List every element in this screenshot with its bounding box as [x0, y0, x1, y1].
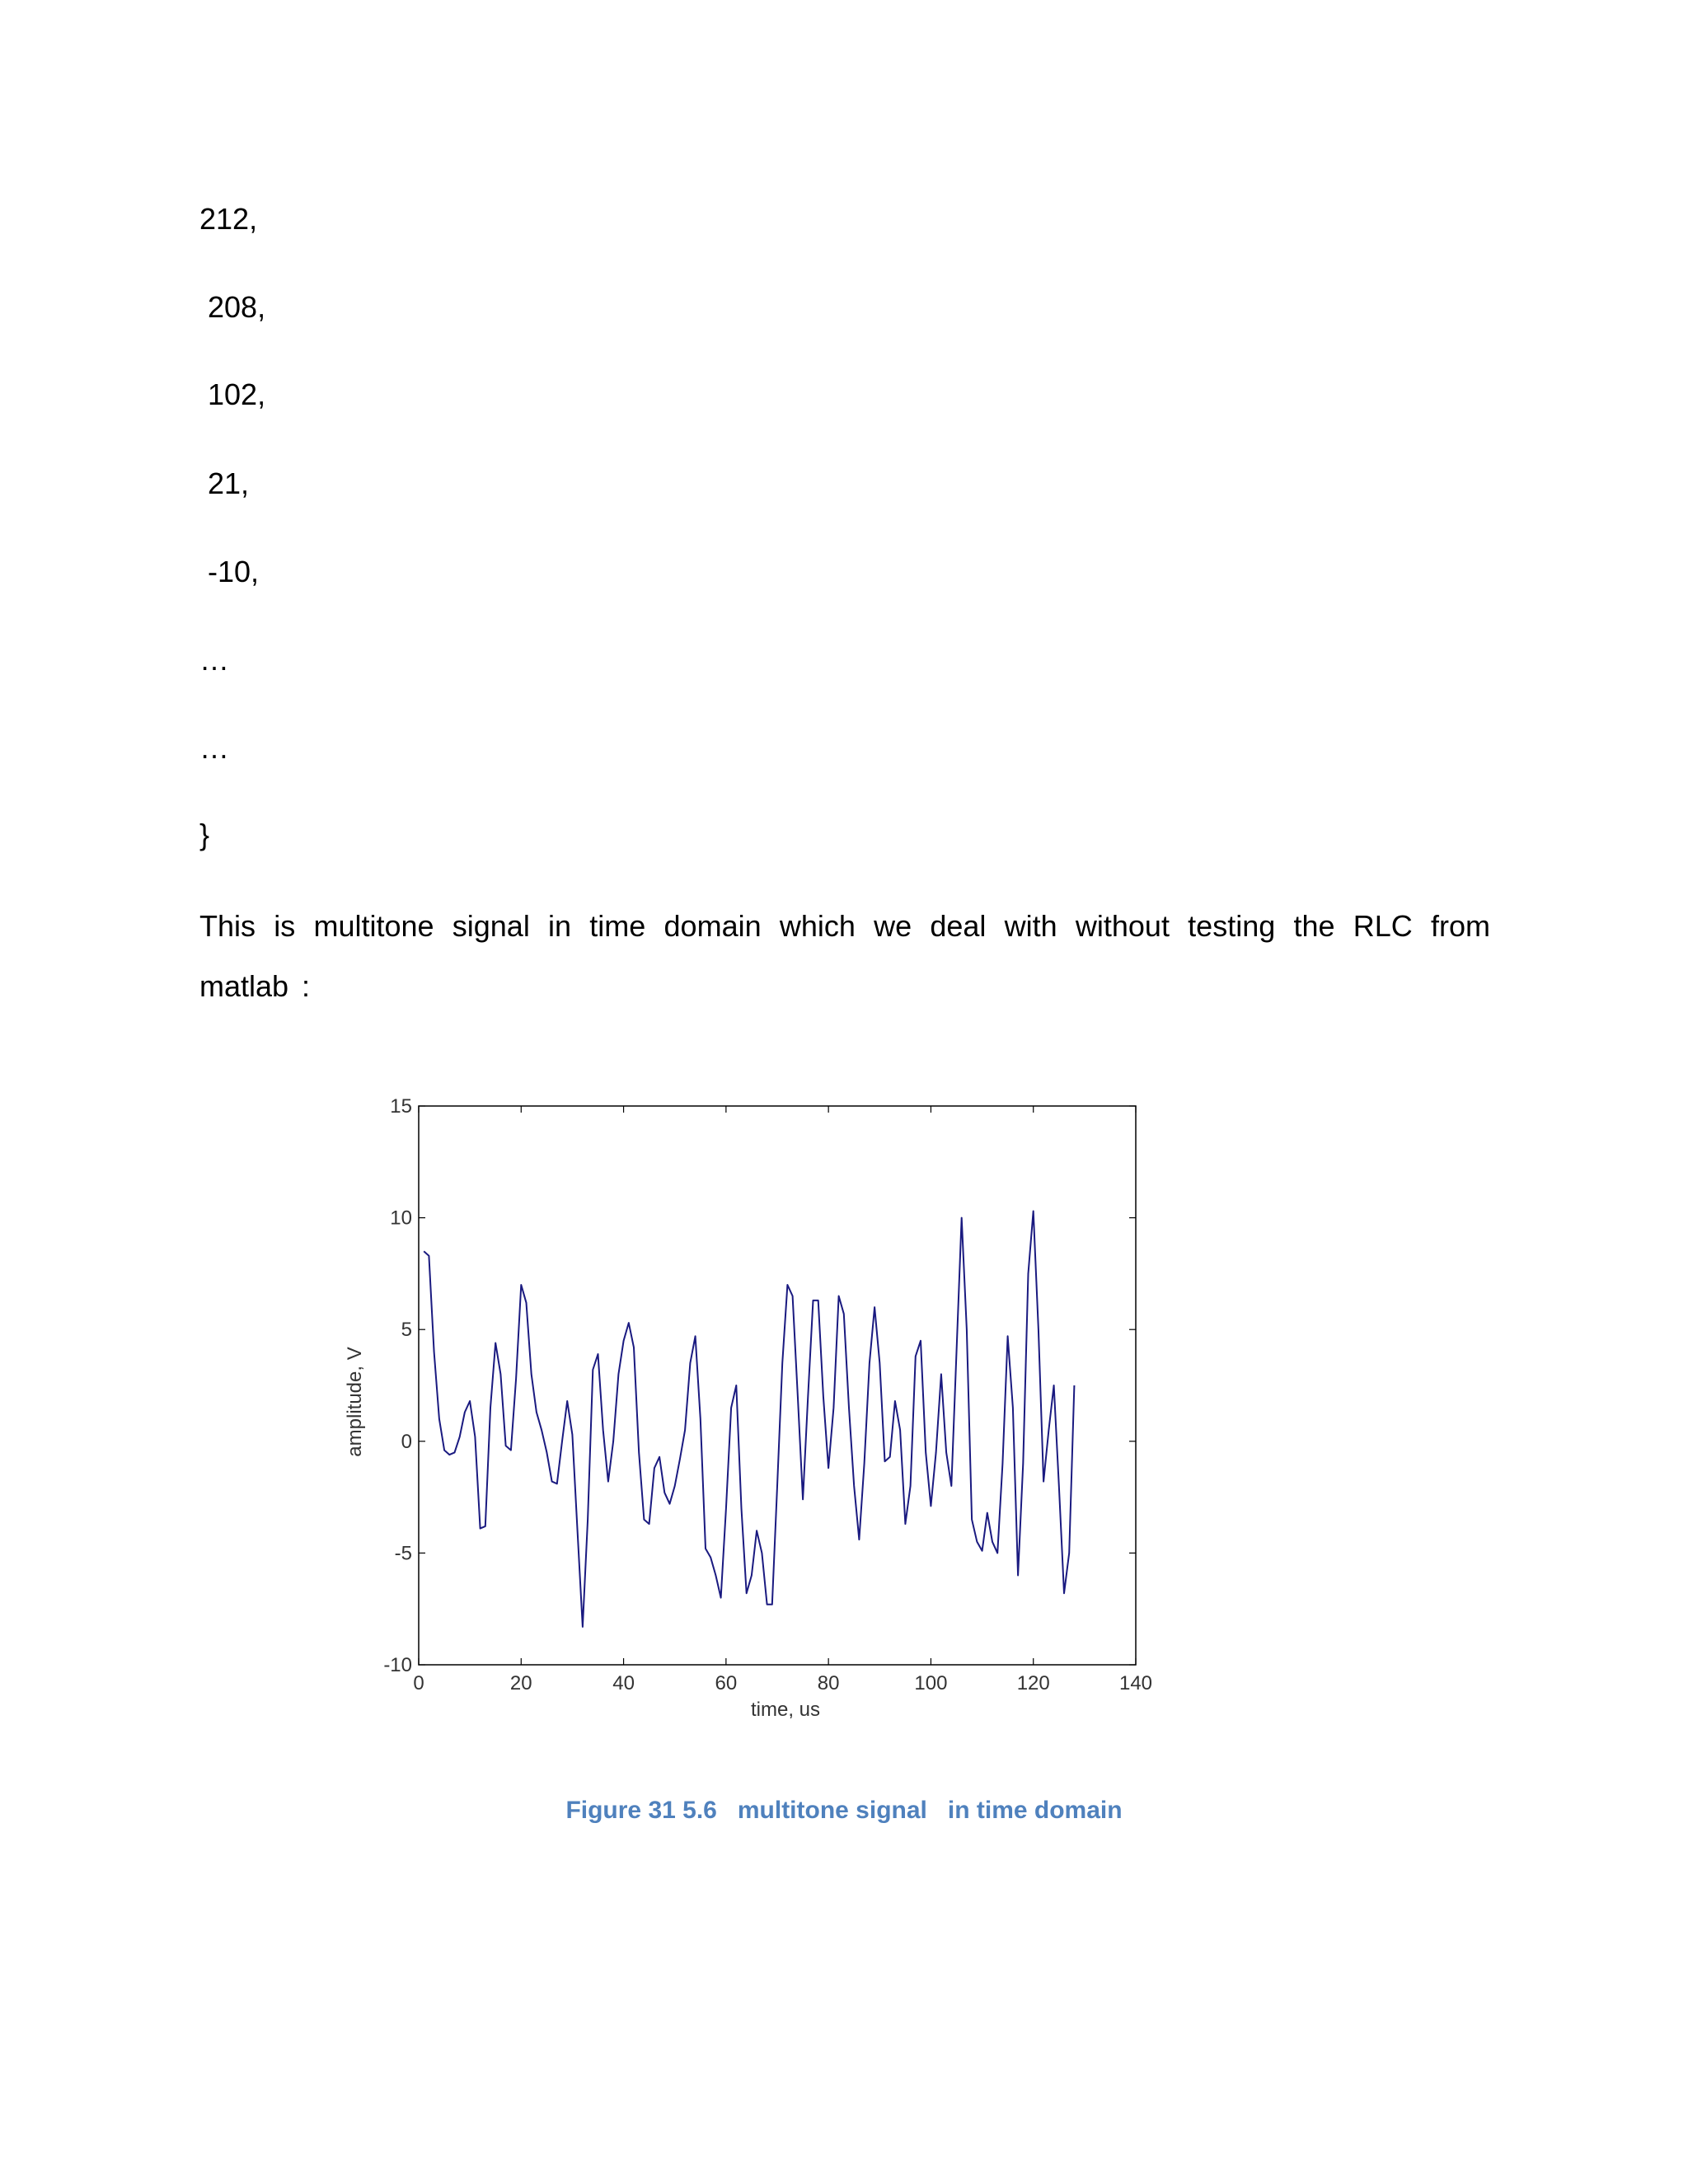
y-tick-label: -10	[383, 1654, 412, 1676]
x-tick-label: 40	[612, 1672, 635, 1694]
figure-caption: Figure 31 5.6 multitone signal in time domain	[565, 1797, 1123, 1824]
plot-area	[419, 1106, 1136, 1665]
x-tick-label: 80	[817, 1672, 840, 1694]
x-tick-label: 60	[715, 1672, 738, 1694]
x-tick-label: 140	[1118, 1672, 1153, 1694]
code-line: …	[199, 643, 229, 677]
y-tick-label: 10	[390, 1207, 412, 1230]
code-line: 21,	[199, 466, 250, 500]
x-tick-label: 20	[509, 1672, 532, 1694]
y-tick-label: 15	[390, 1095, 412, 1118]
closing-brace: }	[199, 818, 210, 851]
y-tick-label: -5	[394, 1542, 412, 1565]
x-tick-label: 100	[914, 1672, 948, 1694]
body-paragraph: This is multitone signal in time domain which we deal with without testing the RLC from matlab :	[199, 909, 1490, 1003]
code-line: …	[199, 731, 229, 765]
code-line: -10,	[199, 555, 260, 588]
y-axis-label: amplitude, V	[344, 1347, 366, 1457]
line-chart	[330, 1080, 1187, 1739]
y-tick-label: 5	[401, 1319, 412, 1342]
code-line: 212,	[199, 202, 258, 236]
y-tick-label: 0	[401, 1430, 412, 1453]
x-tick-label: 0	[413, 1672, 424, 1694]
code-line: 102,	[199, 377, 266, 411]
code-line: 208,	[199, 290, 266, 324]
figure	[330, 1080, 1187, 1739]
x-axis-label: time, us	[750, 1699, 821, 1721]
x-tick-label: 120	[1016, 1672, 1050, 1694]
